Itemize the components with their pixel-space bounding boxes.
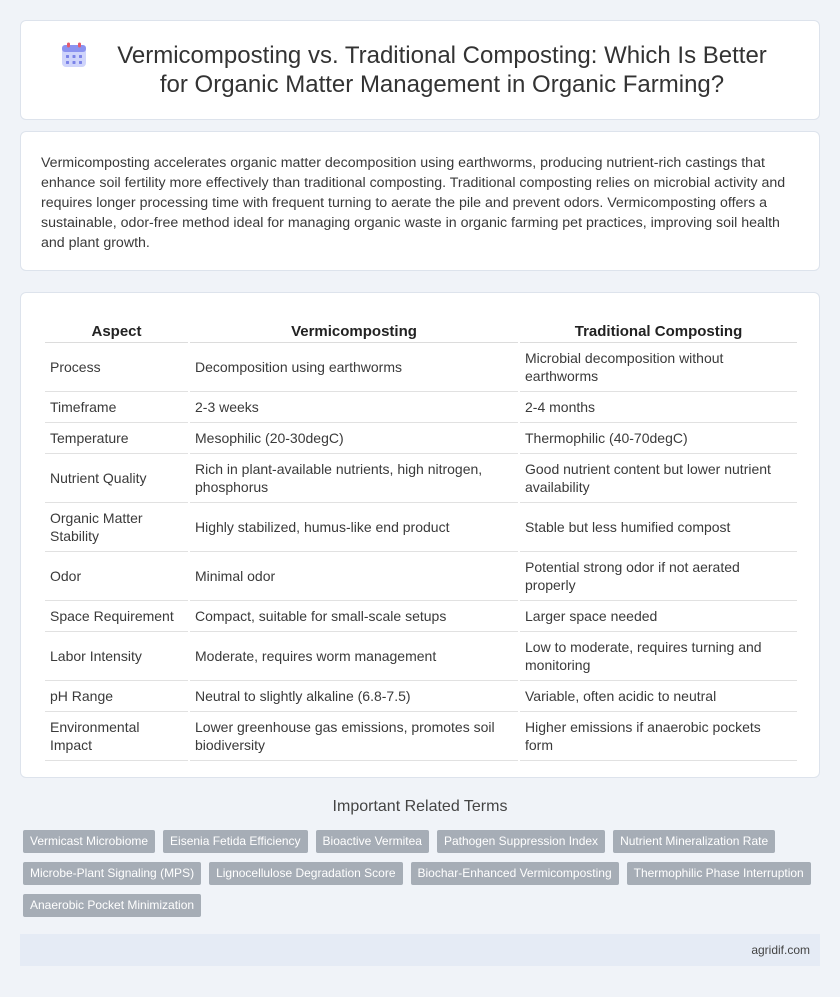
term-tag[interactable]: Biochar-Enhanced Vermicomposting	[411, 862, 619, 885]
header-aspect: Aspect	[45, 313, 188, 343]
header-vermicomposting: Vermicomposting	[190, 313, 518, 343]
table-row	[45, 632, 797, 681]
intro-paragraph: Vermicomposting accelerates organic matter decomposition using earthworms, producing nutrient-rich castings that enhance soil fertility more effectively than traditional composting. Traditional composting relies on microbial activity and requires longer processing time with frequent turning to aerate the pile and prevent odors. Vermicomposting offers a sustainable, odor-free method ideal for managing organic waste in organic farming pet practices, improving soil health and plant growth.	[41, 155, 786, 251]
cell-traditional: Low to moderate, requires turning and monitoring	[520, 632, 797, 681]
cell-aspect: Environmental Impact	[45, 712, 188, 761]
cell-vermicomposting: Minimal odor	[190, 552, 518, 601]
cell-traditional: Higher emissions if anaerobic pockets form	[520, 712, 797, 761]
cell-vermicomposting: Decomposition using earthworms	[190, 343, 518, 392]
cell-traditional: Variable, often acidic to neutral	[520, 681, 797, 712]
term-tag[interactable]: Bioactive Vermitea	[316, 830, 429, 853]
table-row	[45, 343, 797, 392]
cell-vermicomposting: Moderate, requires worm management	[190, 632, 518, 681]
table-row	[45, 423, 797, 454]
cell-aspect: Temperature	[45, 423, 188, 454]
cell-traditional: Microbial decomposition without earthworms	[520, 343, 797, 392]
cell-traditional: Potential strong odor if not aerated properly	[520, 552, 797, 601]
term-tag[interactable]: Anaerobic Pocket Minimization	[23, 894, 201, 917]
related-terms-title: Important Related Terms	[332, 798, 508, 815]
cell-aspect: Labor Intensity	[45, 632, 188, 681]
header-traditional-composting: Traditional Composting	[520, 313, 797, 343]
table-row	[45, 712, 797, 761]
cell-vermicomposting: Rich in plant-available nutrients, high nitrogen, phosphorus	[190, 454, 518, 503]
table-row	[45, 454, 797, 503]
header-card	[20, 20, 820, 120]
cell-traditional: Stable but less humified compost	[520, 503, 797, 552]
cell-aspect: Process	[45, 343, 188, 392]
cell-aspect: Organic Matter Stability	[45, 503, 188, 552]
cell-traditional: Thermophilic (40-70degC)	[520, 423, 797, 454]
cell-vermicomposting: Neutral to slightly alkaline (6.8-7.5)	[190, 681, 518, 712]
cell-vermicomposting: 2-3 weeks	[190, 392, 518, 423]
table-row	[45, 392, 797, 423]
cell-aspect: Timeframe	[45, 392, 188, 423]
comparison-card	[20, 292, 820, 778]
cell-vermicomposting: Compact, suitable for small-scale setups	[190, 601, 518, 632]
table-header-row	[45, 313, 797, 343]
table-row	[45, 681, 797, 712]
cell-vermicomposting: Highly stabilized, humus-like end product	[190, 503, 518, 552]
table-row	[45, 503, 797, 552]
cell-traditional: 2-4 months	[520, 392, 797, 423]
cell-vermicomposting: Mesophilic (20-30degC)	[190, 423, 518, 454]
term-tag[interactable]: Eisenia Fetida Efficiency	[163, 830, 308, 853]
comparison-table	[43, 313, 799, 761]
page-title: Vermicomposting vs. Traditional Composting: Which Is Better for Organic Matter Management in Organic Farming?	[117, 42, 767, 98]
footer	[20, 934, 820, 966]
cell-traditional: Larger space needed	[520, 601, 797, 632]
footer-site-link[interactable]: agridif.com	[751, 943, 810, 957]
term-tag[interactable]: Pathogen Suppression Index	[437, 830, 605, 853]
term-tag[interactable]: Vermicast Microbiome	[23, 830, 155, 853]
table-row	[45, 601, 797, 632]
term-tag[interactable]: Lignocellulose Degradation Score	[209, 862, 402, 885]
cell-aspect: Space Requirement	[45, 601, 188, 632]
term-tag[interactable]: Microbe-Plant Signaling (MPS)	[23, 862, 201, 885]
calendar-icon	[61, 42, 87, 68]
intro-card	[20, 131, 820, 271]
table-row	[45, 552, 797, 601]
cell-aspect: Odor	[45, 552, 188, 601]
related-terms-list	[23, 830, 823, 917]
term-tag[interactable]: Thermophilic Phase Interruption	[627, 862, 811, 885]
cell-traditional: Good nutrient content but lower nutrient availability	[520, 454, 797, 503]
cell-vermicomposting: Lower greenhouse gas emissions, promotes soil biodiversity	[190, 712, 518, 761]
term-tag[interactable]: Nutrient Mineralization Rate	[613, 830, 775, 853]
cell-aspect: pH Range	[45, 681, 188, 712]
cell-aspect: Nutrient Quality	[45, 454, 188, 503]
